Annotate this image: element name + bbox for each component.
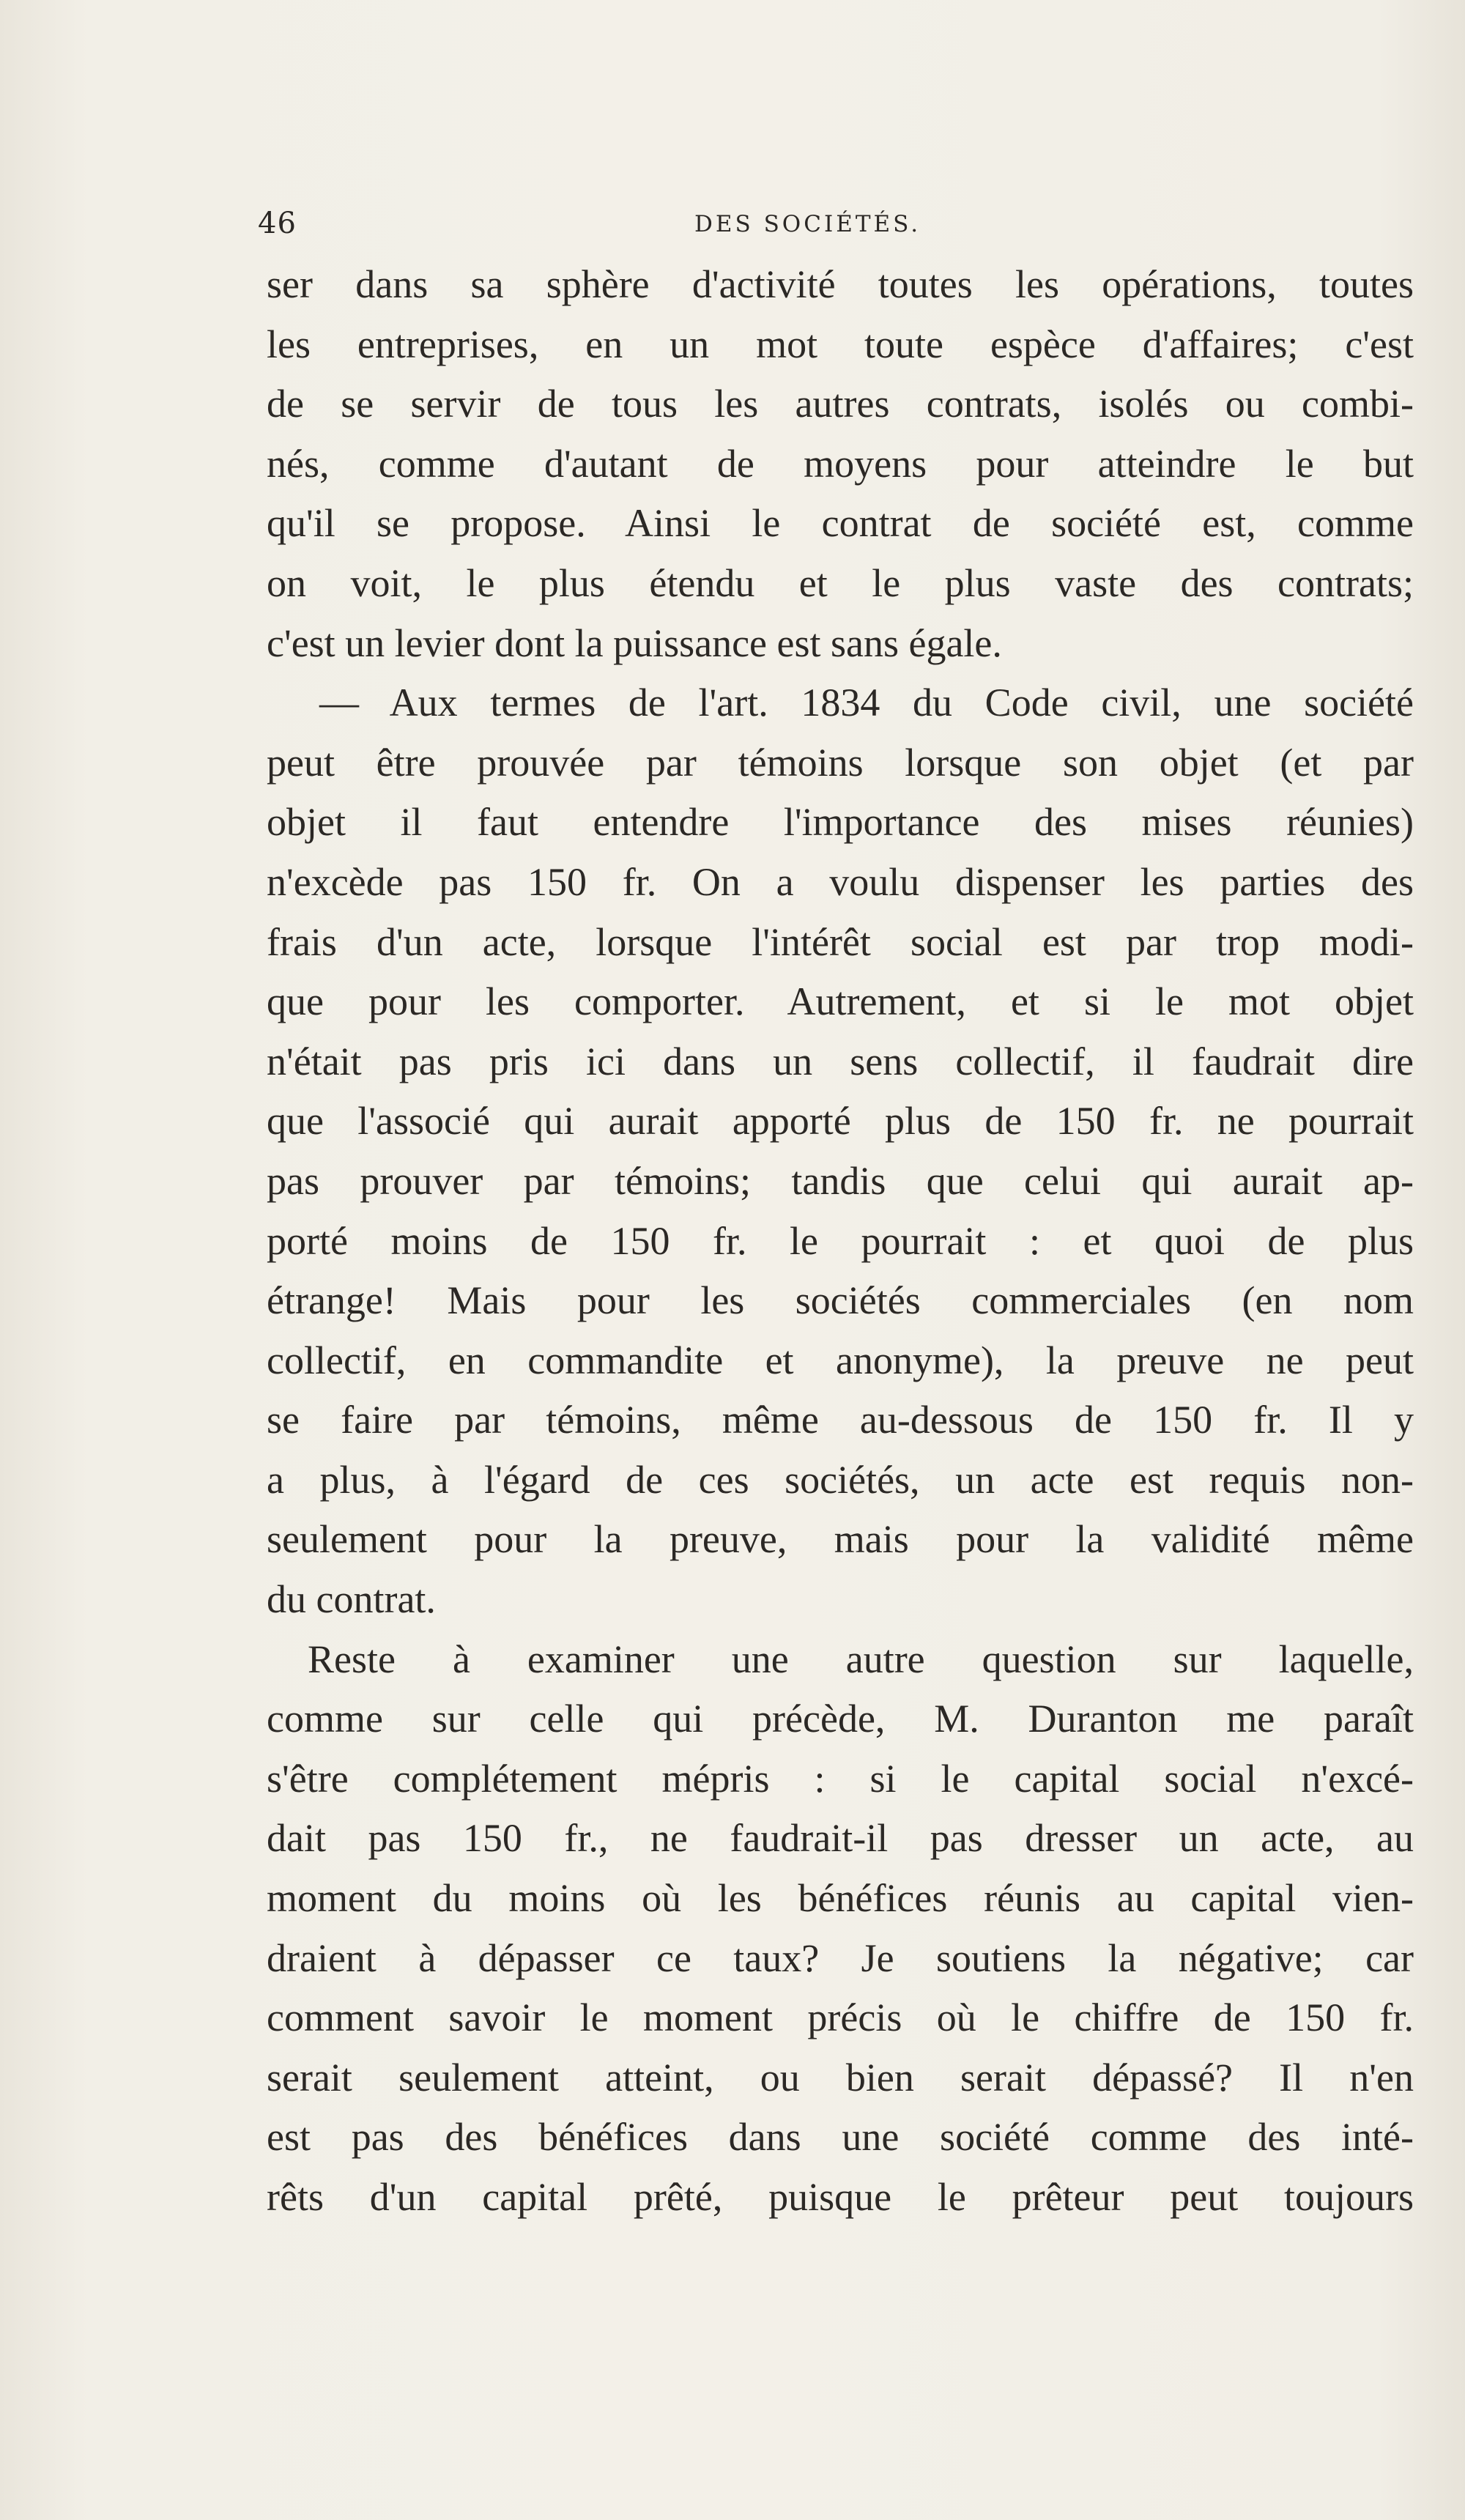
text-line: on voit, le plus étendu et le plus vaste des contrats;	[267, 560, 1414, 605]
text-line: que pour les comporter. Autrement, et si le mot objet	[267, 979, 1414, 1024]
body-text	[267, 255, 1414, 2228]
text-line: qu'il se propose. Ainsi le contrat de société est, comme	[267, 501, 1414, 546]
running-title: DES SOCIÉTÉS.	[694, 211, 921, 237]
text-line: — Aux termes de l'art. 1834 du Code civil, une société	[319, 681, 1414, 725]
text-line: serait seulement atteint, ou bien serait dépassé? Il n'en	[267, 2055, 1414, 2100]
text-line: pas prouver par témoins; tandis que celui qui aurait ap-	[267, 1158, 1414, 1203]
text-line: les entreprises, en un mot toute espèce d'affaires; c'est	[267, 322, 1414, 366]
text-line: s'être complétement mépris : si le capital social n'excé-	[267, 1756, 1414, 1801]
text-line: dait pas 150 fr., ne faudrait-il pas dresser un acte, au	[267, 1816, 1414, 1861]
text-line: collectif, en commandite et anonyme), la preuve ne peut	[267, 1338, 1414, 1382]
text-line: porté moins de 150 fr. le pourrait : et quoi de plus	[267, 1218, 1414, 1263]
text-line: se faire par témoins, même au-dessous de 150 fr. Il y	[267, 1398, 1414, 1442]
text-line: du contrat.	[267, 1577, 436, 1622]
page-number: 46	[258, 207, 297, 240]
text-line: comme sur celle qui précède, M. Duranton me paraît	[267, 1697, 1414, 1741]
text-line: rêts d'un capital prêté, puisque le prêteur peut toujours	[267, 2175, 1414, 2219]
text-line: est pas des bénéfices dans une société comme des inté-	[267, 2115, 1414, 2160]
text-line: étrange! Mais pour les sociétés commerciales (en nom	[267, 1278, 1414, 1323]
text-line: objet il faut entendre l'importance des mises réunies)	[267, 800, 1414, 845]
text-line: comment savoir le moment précis où le chiffre de 150 fr.	[267, 1995, 1414, 2040]
text-line: n'était pas pris ici dans un sens collectif, il faudrait dire	[267, 1039, 1414, 1083]
text-line: a plus, à l'égard de ces sociétés, un acte est requis non-	[267, 1457, 1414, 1502]
text-line: seulement pour la preuve, mais pour la validité même	[267, 1517, 1414, 1562]
text-line: c'est un levier dont la puissance est sans égale.	[267, 620, 1002, 665]
text-line: de se servir de tous les autres contrats, isolés ou combi-	[267, 382, 1414, 426]
text-line: peut être prouvée par témoins lorsque son objet (et par	[267, 740, 1414, 785]
running-head	[258, 207, 1459, 251]
text-line: draient à dépasser ce taux? Je soutiens la négative; car	[267, 1935, 1414, 1980]
text-line: frais d'un acte, lorsque l'intérêt social est par trop modi-	[267, 919, 1414, 964]
text-line: moment du moins où les bénéfices réunis au capital vien-	[267, 1876, 1414, 1921]
text-line: nés, comme d'autant de moyens pour atteindre le but	[267, 441, 1414, 486]
text-line: ser dans sa sphère d'activité toutes les opérations, toutes	[267, 262, 1414, 306]
text-line: que l'associé qui aurait apporté plus de 150 fr. ne pourrait	[267, 1099, 1414, 1144]
text-line: n'excède pas 150 fr. On a voulu dispenser les parties des	[267, 859, 1414, 904]
text-line: Reste à examiner une autre question sur laquelle,	[308, 1637, 1414, 1681]
